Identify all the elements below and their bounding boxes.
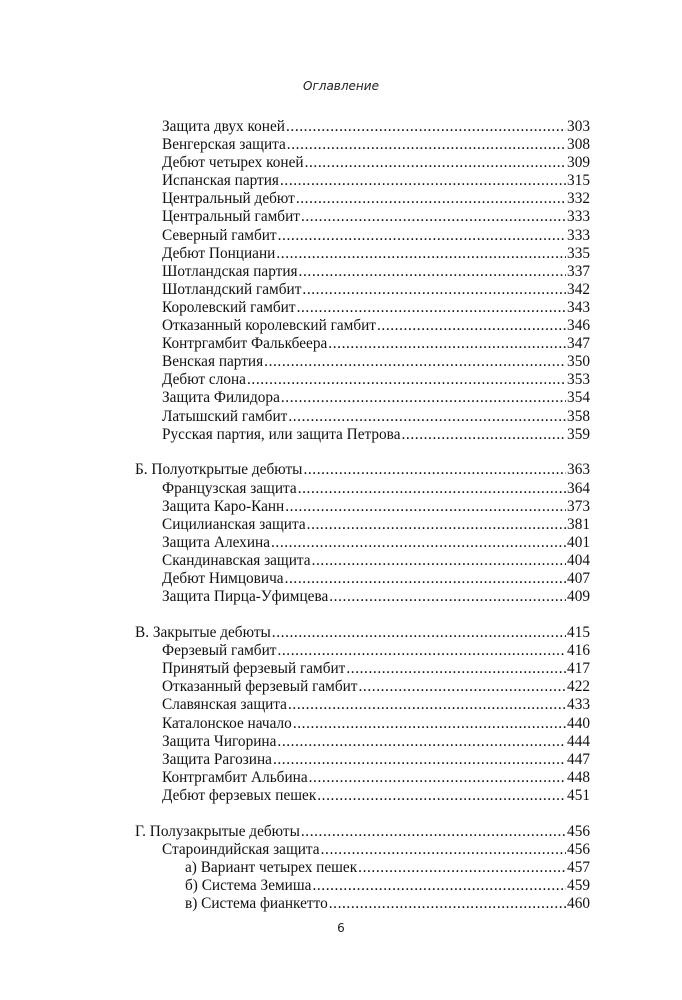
toc-entry-page: 346 xyxy=(567,317,590,335)
toc-entry-title: Защита Рагозина xyxy=(162,750,272,768)
toc-entry-title: Ферзевый гамбит xyxy=(162,642,277,660)
dot-leader xyxy=(307,516,566,534)
toc-entry xyxy=(135,787,590,805)
page-number: 6 xyxy=(337,921,345,935)
toc-section-heading xyxy=(135,461,590,479)
toc-entry xyxy=(135,678,590,696)
dot-leader xyxy=(286,118,566,136)
toc-entry-page: 417 xyxy=(567,660,590,678)
toc-entry-page: 335 xyxy=(567,244,590,262)
toc-entry-page: 416 xyxy=(567,642,590,660)
toc-entry-title: Дебют слона xyxy=(162,371,246,389)
toc-entry-page: 354 xyxy=(567,389,590,407)
toc-entry xyxy=(135,335,590,353)
toc-entry xyxy=(135,480,590,498)
toc-section xyxy=(135,461,590,606)
toc-entry-title: Дебют ферзевых пешек xyxy=(162,786,317,804)
toc-entry-title: Венгерская защита xyxy=(162,136,286,154)
dot-leader xyxy=(296,190,566,208)
dot-leader xyxy=(309,769,566,787)
dot-leader xyxy=(312,552,566,570)
toc-entry-title: Французская защита xyxy=(162,479,297,497)
toc-entry-title: Венская партия xyxy=(162,353,264,371)
toc-entry-title: Центральный дебют xyxy=(162,190,295,208)
toc-entry-page: 308 xyxy=(567,136,590,154)
toc-entry xyxy=(135,408,590,426)
toc-entry xyxy=(135,588,590,606)
dot-leader xyxy=(358,859,566,877)
toc-entry-page: 460 xyxy=(567,895,590,913)
toc-entry xyxy=(135,299,590,317)
toc-entry-page: 359 xyxy=(567,425,590,443)
toc-entry-page: 333 xyxy=(567,226,590,244)
dot-leader xyxy=(285,570,566,588)
toc-entry-title: в) Система фианкетто xyxy=(185,895,328,913)
toc-entry-title: Латышский гамбит xyxy=(162,407,288,425)
toc-entry xyxy=(135,118,590,136)
toc-entry-title: Испанская партия xyxy=(162,172,279,190)
dot-leader xyxy=(301,823,566,841)
dot-leader xyxy=(359,678,567,696)
toc-entry-page: 456 xyxy=(567,822,590,840)
toc-entry xyxy=(135,769,590,787)
toc-entry xyxy=(135,498,590,516)
toc-entry-page: 440 xyxy=(567,714,590,732)
toc-section-heading xyxy=(135,624,590,642)
dot-leader xyxy=(281,389,566,407)
toc-entry-title: Принятый ферзевый гамбит xyxy=(162,660,346,678)
toc-entry-page: 433 xyxy=(567,696,590,714)
toc-subentry xyxy=(135,895,590,913)
toc-subentry xyxy=(135,877,590,895)
toc-entry xyxy=(135,660,590,678)
dot-leader xyxy=(247,371,566,389)
dot-leader xyxy=(277,642,566,660)
toc-entry-page: 457 xyxy=(567,858,590,876)
toc-entry-page: 451 xyxy=(567,786,590,804)
dot-leader xyxy=(402,426,567,444)
toc-subentry xyxy=(135,859,590,877)
toc-entry-title: а) Вариант четырех пешек xyxy=(185,858,358,876)
dot-leader xyxy=(288,408,566,426)
dot-leader xyxy=(346,660,566,678)
toc-entry xyxy=(135,642,590,660)
toc-entry-page: 343 xyxy=(567,298,590,316)
toc-entry-page: 407 xyxy=(567,570,590,588)
toc-entry-title: Дебют Нимцовича xyxy=(162,570,284,588)
dot-leader xyxy=(301,208,566,226)
toc-entry-title: Защита Каро-Канн xyxy=(162,497,285,515)
toc-entry-page: 315 xyxy=(567,172,590,190)
toc-entry-title: Северный гамбит xyxy=(162,226,277,244)
toc-entry xyxy=(135,317,590,335)
table-of-contents xyxy=(135,118,590,931)
dot-leader xyxy=(276,245,566,263)
toc-entry-title: Русская партия, или защита Петрова xyxy=(162,425,401,443)
toc-entry xyxy=(135,552,590,570)
toc-entry xyxy=(135,426,590,444)
toc-entry-title: Б. Полуоткрытые дебюты xyxy=(135,461,303,479)
toc-entry-title: Сицилианская защита xyxy=(162,515,306,533)
dot-leader xyxy=(280,172,566,190)
dot-leader xyxy=(328,335,566,353)
toc-entry-page: 401 xyxy=(567,533,590,551)
toc-entry xyxy=(135,263,590,281)
toc-entry-title: Дебют Понциани xyxy=(162,244,276,262)
toc-entry xyxy=(135,353,590,371)
toc-entry-page: 342 xyxy=(567,280,590,298)
toc-entry-page: 456 xyxy=(567,840,590,858)
dot-leader xyxy=(302,281,566,299)
dot-leader xyxy=(305,154,566,172)
toc-entry-page: 422 xyxy=(567,678,590,696)
toc-entry xyxy=(135,190,590,208)
toc-entry-page: 447 xyxy=(567,750,590,768)
toc-entry xyxy=(135,570,590,588)
dot-leader xyxy=(312,877,566,895)
toc-entry-title: Центральный гамбит xyxy=(162,208,300,226)
toc-section xyxy=(135,823,590,913)
toc-entry-title: Скандинавская защита xyxy=(162,551,311,569)
dot-leader xyxy=(297,299,566,317)
toc-entry-page: 353 xyxy=(567,371,590,389)
toc-entry-title: Королевский гамбит xyxy=(162,298,296,316)
toc-entry-page: 364 xyxy=(567,479,590,497)
toc-entry-title: Каталонское начало xyxy=(162,714,292,732)
toc-entry-page: 333 xyxy=(567,208,590,226)
toc-entry xyxy=(135,245,590,263)
toc-entry-title: Контргамбит Фалькбеера xyxy=(162,335,328,353)
dot-leader xyxy=(287,136,566,154)
toc-entry-page: 448 xyxy=(567,768,590,786)
toc-entry-title: Защита Филидора xyxy=(162,389,280,407)
dot-leader xyxy=(321,841,566,859)
toc-entry-page: 404 xyxy=(567,551,590,569)
toc-entry xyxy=(135,154,590,172)
toc-entry xyxy=(135,227,590,245)
dot-leader xyxy=(303,461,566,479)
dot-leader xyxy=(277,733,566,751)
toc-entry-page: 444 xyxy=(567,732,590,750)
dot-leader xyxy=(285,498,566,516)
toc-entry-page: 373 xyxy=(567,497,590,515)
toc-entry-page: 337 xyxy=(567,262,590,280)
toc-entry xyxy=(135,389,590,407)
toc-entry-title: Защита Алехина xyxy=(162,533,270,551)
toc-entry-title: Защита двух коней xyxy=(162,118,285,135)
toc-entry-page: 409 xyxy=(567,588,590,606)
toc-entry-title: Контргамбит Альбина xyxy=(162,768,308,786)
toc-section xyxy=(135,118,590,444)
dot-leader xyxy=(264,353,566,371)
toc-entry-title: Староиндийская защита xyxy=(162,840,320,858)
dot-leader xyxy=(299,263,567,281)
toc-entry-title: Шотландский гамбит xyxy=(162,280,302,298)
toc-entry xyxy=(135,841,590,859)
toc-entry xyxy=(135,733,590,751)
toc-entry-page: 459 xyxy=(567,877,590,895)
dot-leader xyxy=(278,227,566,245)
toc-section-heading xyxy=(135,823,590,841)
toc-entry-page: 363 xyxy=(567,461,590,479)
toc-entry-page: 381 xyxy=(567,515,590,533)
toc-entry-page: 332 xyxy=(567,190,590,208)
toc-entry xyxy=(135,172,590,190)
toc-entry xyxy=(135,136,590,154)
dot-leader xyxy=(273,751,566,769)
toc-entry xyxy=(135,715,590,733)
toc-entry-page: 415 xyxy=(567,624,590,642)
toc-entry-title: Защита Пирца-Уфимцева xyxy=(162,588,329,606)
dot-leader xyxy=(377,317,566,335)
toc-entry-page: 347 xyxy=(567,335,590,353)
dot-leader xyxy=(329,588,566,606)
toc-entry-title: Дебют четырех коней xyxy=(162,154,304,172)
toc-entry-page: 303 xyxy=(567,118,590,135)
toc-entry-page: 309 xyxy=(567,154,590,172)
toc-entry xyxy=(135,371,590,389)
toc-entry-title: Отказанный ферзевый гамбит xyxy=(162,678,358,696)
toc-entry-title: Защита Чигорина xyxy=(162,732,277,750)
toc-entry xyxy=(135,534,590,552)
toc-entry-page: 358 xyxy=(567,407,590,425)
toc-entry-page: 350 xyxy=(567,353,590,371)
running-head: Оглавление xyxy=(303,79,379,93)
dot-leader xyxy=(329,895,566,913)
dot-leader xyxy=(293,715,566,733)
dot-leader xyxy=(298,480,566,498)
toc-entry-title: В. Закрытые дебюты xyxy=(135,624,271,642)
dot-leader xyxy=(288,696,566,714)
toc-entry xyxy=(135,281,590,299)
toc-entry-title: Славянская защита xyxy=(162,696,287,714)
dot-leader xyxy=(317,787,566,805)
toc-entry-title: Шотландская партия xyxy=(162,262,298,280)
toc-entry xyxy=(135,208,590,226)
dot-leader xyxy=(272,624,566,642)
toc-entry-title: Отказанный королевский гамбит xyxy=(162,317,376,335)
dot-leader xyxy=(271,534,566,552)
toc-entry-title: б) Система Земиша xyxy=(185,877,312,895)
toc-entry xyxy=(135,696,590,714)
toc-section xyxy=(135,624,590,805)
toc-entry xyxy=(135,751,590,769)
toc-entry xyxy=(135,516,590,534)
toc-entry-title: Г. Полузакрытые дебюты xyxy=(135,822,300,840)
